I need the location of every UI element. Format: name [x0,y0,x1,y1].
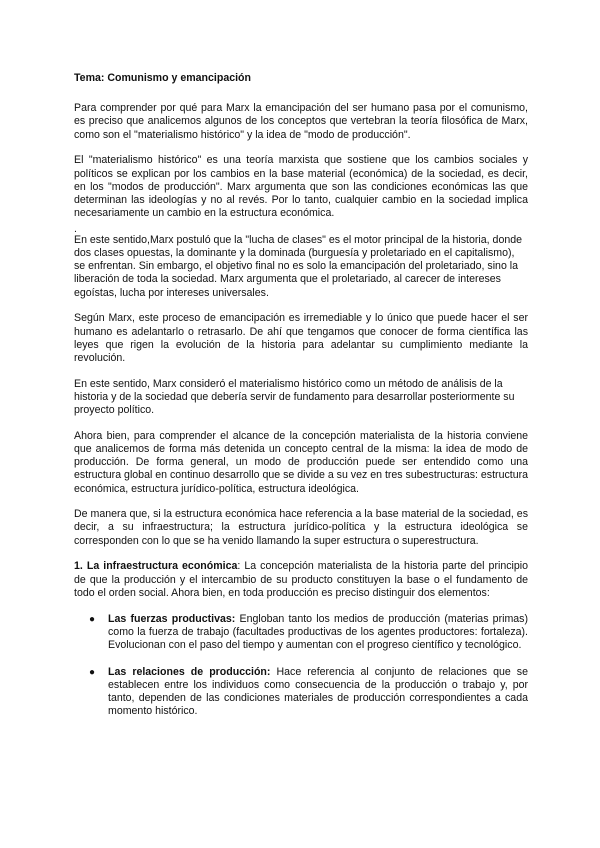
stray-dot: . [74,222,77,235]
bullet-text: Hace referencia al conjunto de relaciones que se establecen entre los individuos como consecuencia de la producción o trabajo y, por tanto, dependen de las condiciones materiales de producción correspondientes a cada momento histórico. [108,665,528,718]
document-page [74,72,528,732]
list-item [74,613,528,653]
paragraph-infraestructura [74,560,528,600]
section-heading-infraestructura: 1. La infraestructura económica [74,560,238,573]
paragraph-modo-de-produccion: Ahora bien, para comprender el alcance de la concepción materialista de la historia conviene que analicemos de forma más detenida un concepto central de la misma: la idea de modo de producción. De forma general, un modo de producción puede ser entendido como una estructura global en continuo desarrollo que se divide a su vez en tres subestructuras: estructura económica, estructura jurídico-política, estructura ideológica. [74,429,529,495]
list-item [74,666,528,719]
paragraph-metodo-analisis: En este sentido, Marx consideró el materialismo histórico como un método de análisis de la historia y de la sociedad que debería servir de fundamento para desarrollar posteriormente su proyecto político. [74,377,515,417]
bullet-text: Engloban tanto los medios de producción (materias primas) como la fuerza de trabajo (facultades productivas de los agentes productores: fortaleza). Evolucionan con el paso del tiempo y aumentan con el progreso científico y tecnológico. [108,612,528,651]
bullet-icon: ● [89,666,96,678]
paragraph-intro: Para comprender por qué para Marx la emancipación del ser humano pasa por el comunismo, es preciso que analicemos algunos de los conceptos que vertebran la teoría filosófica de Marx, como son el "materialismo histórico" y la idea de "modo de producción". [74,102,528,141]
paragraph-materialismo-historico: El "materialismo histórico" es una teoría marxista que sostiene que los cambios sociales y políticos se explican por los cambios en la base material (económica) de la sociedad, es decir, en los "modos de producción". Marx argumenta que son las condiciones económicas las que determinan las ideologías y no al revés. Por lo tanto, cualquier cambio en la sociedad implica necesariamente un cambio en la estructura económica. [74,154,528,220]
paragraph-superestructura: De manera que, si la estructura económica hace referencia a la base material de la sociedad, es decir, a su infraestructura; la estructura jurídico-política y la estructura ideológica se corresponden con lo que se ha venido llamando la super estructura o superestructura. [74,508,528,547]
paragraph-emancipacion: Según Marx, este proceso de emancipación es irremediable y lo único que puede hacer el ser humano es adelantarlo o retrasarlo. De ahí que tengamos que conocer de forma científica las leyes que rigen la evolución de la historia para adelantar su cumplimiento mediante la revolución. [74,312,528,364]
bullet-list [74,613,528,719]
document-title: Tema: Comunismo y emancipación [74,72,251,84]
section-text-infraestructura: : La concepción materialista de la historia parte del principio de que la producción y el intercambio de su producto constituyen la base o el fundamento de todo el orden social. Ahora bien, en toda producción es preciso distinguir dos elementos: [74,560,529,599]
bullet-term: Las relaciones de producción: [108,665,271,678]
bullet-icon: ● [89,613,96,625]
bullet-term: Las fuerzas productivas: [108,612,236,625]
paragraph-lucha-de-clases: En este sentido,Marx postuló que la "lucha de clases" es el motor principal de la historia, donde dos clases opuestas, la dominante y la dominada (burguesía y proletariado en el capitalismo), se enfrentan. Sin embargo, el objetivo final no es solo la emancipación del proletariado, sino la liberación de toda la sociedad. Marx argumenta que el proletariado, al carecer de intereses egoístas, lucha por intereses universales. [74,233,523,299]
